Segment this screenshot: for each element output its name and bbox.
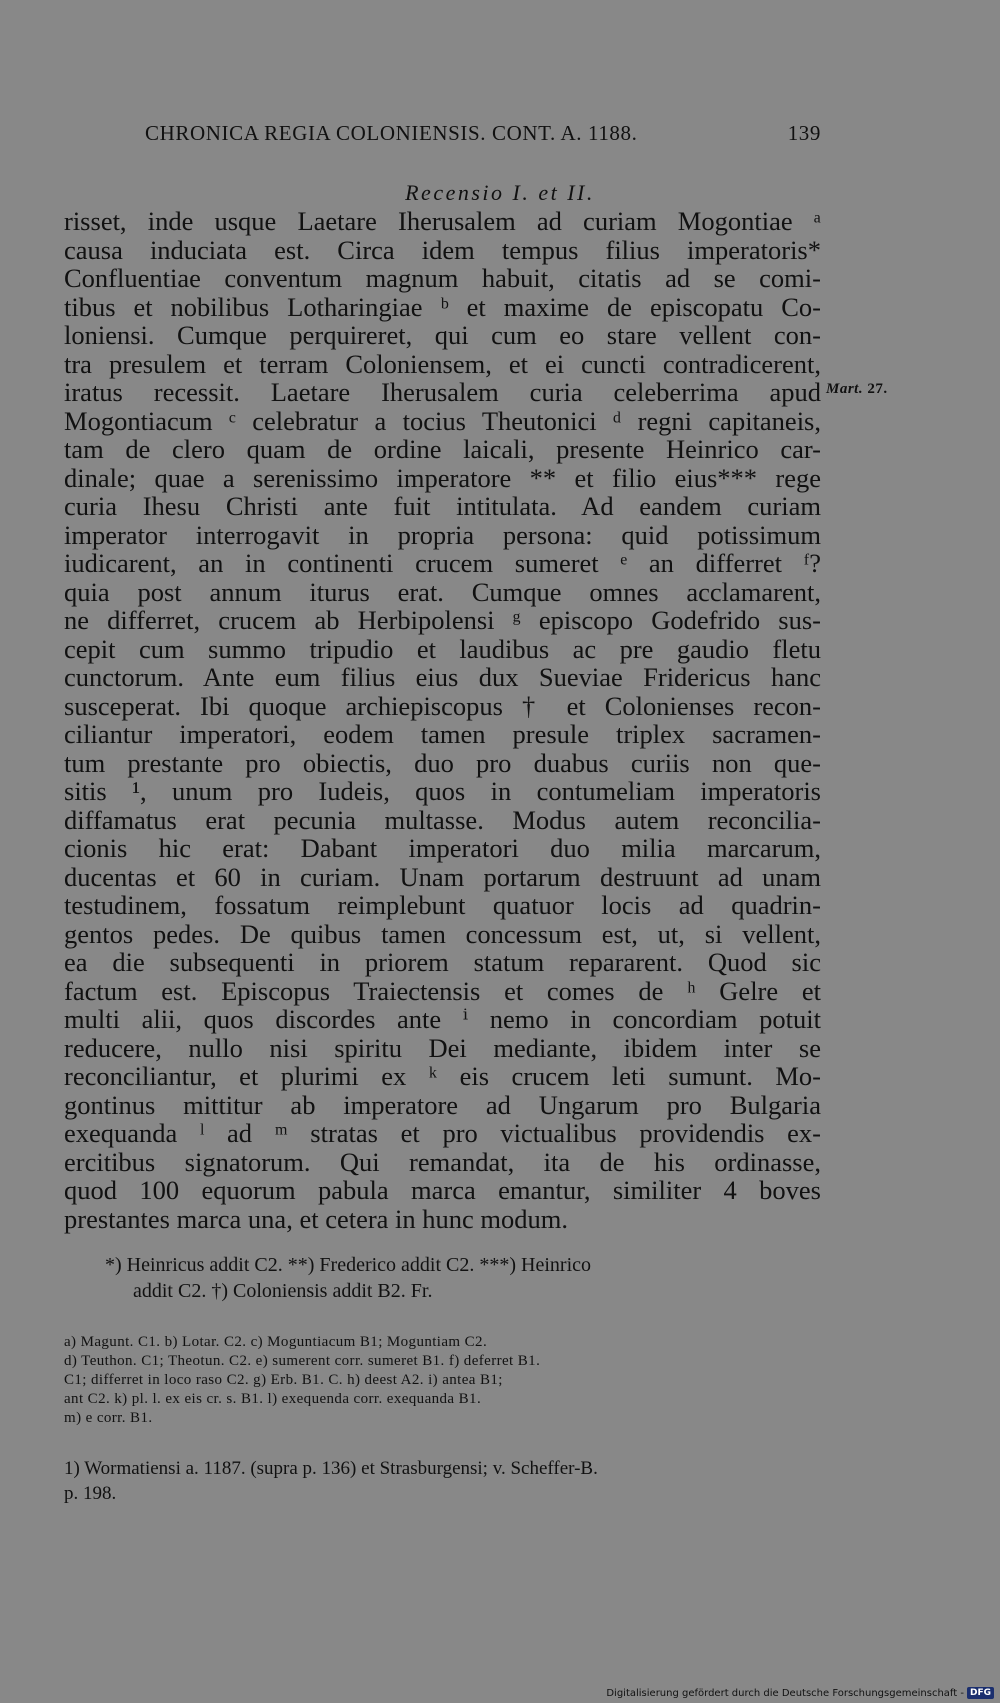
apparatus-line: C1; differret in loco raso C2. g) Erb. B1. C. h) deest A2. i) antea B1; [64,1372,503,1388]
margin-month: Mart. [826,381,864,397]
text-line: ercitibus signatorum. Qui remandat, ita de his ordinasse, [64,1146,821,1177]
text-line: tum prestante pro obiectis, duo pro duabus curiis non que- [64,747,821,778]
text-line: risset, inde usque Laetare Iherusalem ad curiam Mogontiae ᵃ [64,206,821,236]
text-line: reconciliantur, et plurimi ex ᵏ eis crucem leti sumunt. Mo- [64,1061,821,1091]
margin-date-note [826,381,888,398]
apparatus-line: m) e corr. B1. [64,1410,153,1426]
text-line: reducere, nullo nisi spiritu Dei mediante, ibidem inter se [64,1032,821,1063]
variant-line: *) Heinricus addit C2. **) Frederico addit C2. ***) Heinrico [105,1254,591,1276]
text-line: curia Ihesu Christi ante fuit intitulata. Ad eandem curiam [64,491,821,521]
apparatus-line: d) Teuthon. C1; Theotun. C2. e) sumerent corr. sumeret B1. f) deferret B1. [64,1353,541,1369]
dfg-logo-icon: DFG [967,1687,994,1699]
text-line: sitis ¹, unum pro Iudeis, quos in contumeliam imperatoris [64,776,821,806]
text-line: multi alii, quos discordes ante ⁱ nemo in concordiam potuit [64,1004,821,1034]
text-line: ne differret, crucem ab Herbipolensi ᵍ episcopo Godefrido sus- [64,605,821,635]
running-title: CHRONICA REGIA COLONIENSIS. CONT. A. 1188. [145,121,638,145]
text-line: tibus et nobilibus Lotharingiae ᵇ et maxime de episcopatu Co- [64,291,821,322]
text-line: causa induciata est. Circa idem tempus filius imperatoris* [64,234,821,265]
text-line: tam de clero quam de ordine laicali, presente Heinrico car- [64,434,821,464]
variant-line: addit C2. †) Coloniensis addit B2. Fr. [133,1280,433,1302]
main-text [64,207,821,1233]
footnote-line: 1) Wormatiensi a. 1187. (supra p. 136) et Strasburgensi; v. Scheffer-B. [64,1458,598,1479]
text-line: iudicarent, an in continenti crucem sumeret ᵉ an differret ᶠ? [64,548,821,578]
text-line: Confluentiae conventum magnum habuit, citatis ad se comi- [64,263,821,293]
page-number: 139 [787,121,821,145]
recension-heading: Recensio I. et II. [405,180,595,205]
text-line: ducentas et 60 in curiam. Unam portarum destruunt ad unam [64,861,821,892]
text-line: gontinus mittitur ab imperatore ad Ungarum pro Bulgaria [64,1089,821,1120]
text-line: quia post annum iturus erat. Cumque omnes acclamarent, [64,576,821,607]
digitization-note: Digitalisierung gefördert durch die Deutsche Forschungsgemeinschaft - [606,1687,964,1699]
text-line: dinale; quae a serenissimo imperatore ** et filio eius*** rege [64,462,821,493]
margin-day: 27. [867,381,888,397]
text-line: cepit cum summo tripudio et laudibus ac pre gaudio fletu [64,633,821,664]
digitization-footer [606,1687,994,1699]
text-line: exequanda ˡ ad ᵐ stratas et pro victualibus providendis ex- [64,1118,821,1148]
text-line: iratus recessit. Laetare Iherusalem curia celeberrima apud [64,377,821,407]
footnote-line: p. 198. [64,1483,117,1504]
text-line: quod 100 equorum pabula marca emantur, similiter 4 boves [64,1175,821,1205]
text-line: factum est. Episcopus Traiectensis et comes de ʰ Gelre et [64,975,821,1006]
text-line: diffamatus erat pecunia multasse. Modus autem reconcilia- [64,804,821,835]
text-line: Mogontiacum ᶜ celebratur a tocius Theutonici ᵈ regni capitaneis, [64,405,821,436]
text-line: prestantes marca una, et cetera in hunc modum. [64,1203,569,1234]
text-line: tra presulem et terram Coloniensem, et ei cuncti contradicerent, [64,348,821,379]
critical-apparatus [64,1333,821,1428]
text-line: susceperat. Ibi quoque archiepiscopus † et Colonienses recon- [64,690,821,721]
text-line: loniensi. Cumque perquireret, qui cum eo stare vellent con- [64,320,821,350]
text-line: cunctorum. Ante eum filius eius dux Sueviae Fridericus hanc [64,662,821,692]
text-line: gentos pedes. De quibus tamen concessum est, ut, si vellent, [64,918,821,949]
textual-variants [105,1252,821,1304]
text-line: cionis hic erat: Dabant imperatori duo milia marcarum, [64,833,821,863]
text-line: ea die subsequenti in priorem statum repararent. Quod sic [64,947,821,977]
apparatus-line: ant C2. k) pl. l. ex eis cr. s. B1. l) exequenda corr. exequanda B1. [64,1391,482,1407]
apparatus-line: a) Magunt. C1. b) Lotar. C2. c) Moguntiacum B1; Moguntiam C2. [64,1334,488,1350]
text-line: imperator interrogavit in propria persona: quid potissimum [64,519,821,550]
footnote [64,1456,821,1506]
text-line: testudinem, fossatum reimplebunt quatuor locis ad quadrin- [64,890,821,920]
text-line: ciliantur imperatori, eodem tamen presule triplex sacramen- [64,719,821,749]
